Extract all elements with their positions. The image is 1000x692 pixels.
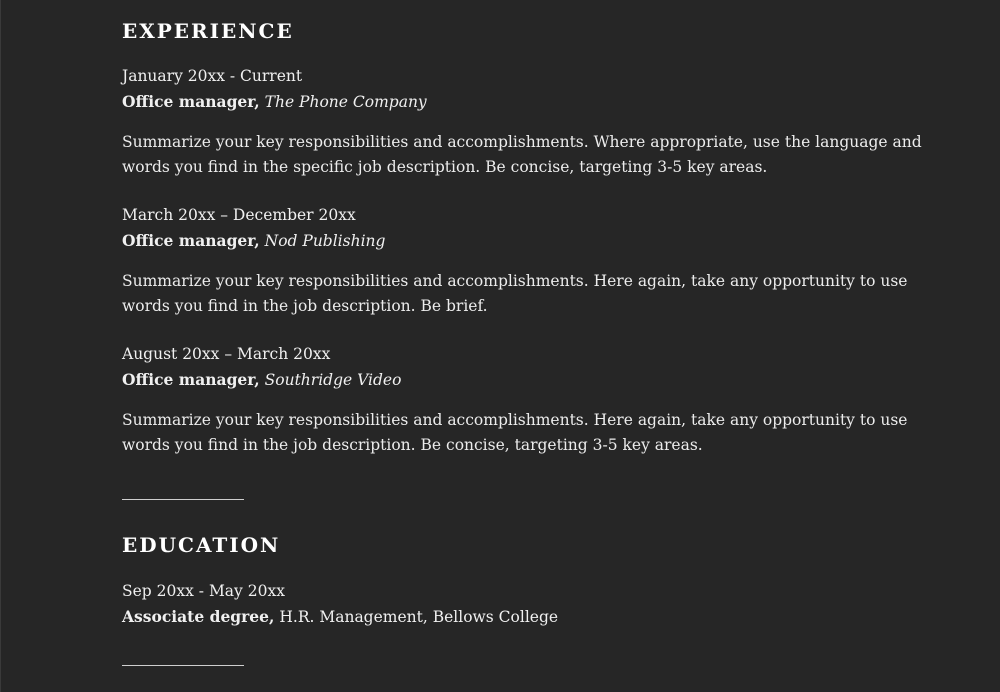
entry-dates: Sep 20xx - May 20xx <box>122 582 285 600</box>
entry-role-line <box>122 367 922 393</box>
entry-role: Office manager, <box>122 92 260 111</box>
entry-role-line <box>122 228 922 254</box>
experience-heading: EXPERIENCE <box>122 19 294 43</box>
entry-dates: January 20xx - Current <box>122 67 303 85</box>
entry-degree-details: H.R. Management, Bellows College <box>279 608 559 626</box>
entry-degree: Associate degree, <box>122 607 275 626</box>
experience-entry <box>122 342 922 457</box>
entry-role: Office manager, <box>122 370 260 389</box>
entry-degree-line <box>122 604 922 630</box>
section-divider <box>122 499 244 500</box>
entry-company: Southridge Video <box>264 371 402 389</box>
education-entry <box>122 579 922 630</box>
entry-dates: August 20xx – March 20xx <box>122 345 331 363</box>
entry-dates: March 20xx – December 20xx <box>122 206 356 224</box>
experience-entry <box>122 203 922 318</box>
section-divider <box>122 665 244 666</box>
entry-company: Nod Publishing <box>264 232 386 250</box>
entry-role: Office manager, <box>122 231 260 250</box>
education-heading: EDUCATION <box>122 533 281 557</box>
entry-description: Summarize your key responsibilities and accomplishments. Here again, take any opportunity to use words you find in the job description. Be concise, targeting 3-5 key areas. <box>122 411 908 454</box>
experience-entry <box>122 64 922 179</box>
entry-description: Summarize your key responsibilities and accomplishments. Here again, take any opportunity to use words you find in the job description. Be brief. <box>122 272 908 315</box>
entry-description: Summarize your key responsibilities and accomplishments. Where appropriate, use the language and words you find in the specific job description. Be concise, targeting 3-5 key areas. <box>122 133 922 176</box>
entry-role-line <box>122 89 922 115</box>
entry-company: The Phone Company <box>264 93 427 111</box>
